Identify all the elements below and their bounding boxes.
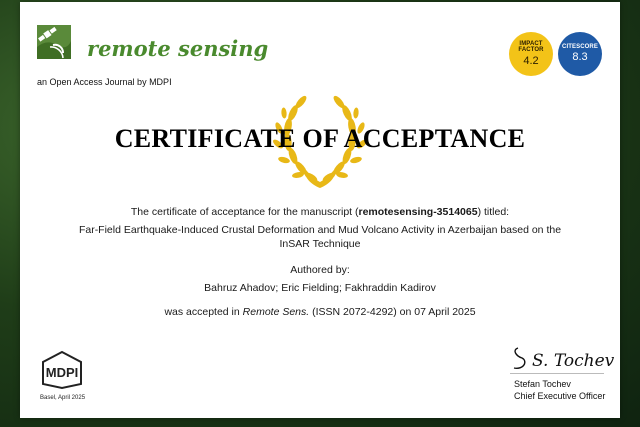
- mdpi-logo-icon: [36, 351, 88, 389]
- manuscript-id: remotesensing-3514065: [358, 206, 478, 218]
- place-date: Basel, April 2025: [40, 395, 86, 401]
- publisher-logo-text: MDPI: [45, 365, 79, 380]
- paper-title-line-1: Far-Field Earthquake-Induced Crustal Deformation and Mud Volcano Activity in Azerbaijan based on the: [78, 224, 562, 236]
- impact-factor-label-1: IMPACT: [519, 40, 543, 47]
- intro-prefix: The certificate of acceptance for the manuscript (: [130, 206, 359, 218]
- signer-name: Stefan Tochev: [514, 379, 571, 389]
- authors-list: Bahruz Ahadov; Eric Fielding; Fakhraddin Kadirov: [204, 282, 436, 294]
- impact-factor-badge: [509, 32, 553, 76]
- signer-title: Chief Executive Officer: [514, 390, 606, 401]
- intro-suffix: ) titled:: [477, 206, 510, 218]
- journal-name: remote sensing: [87, 36, 269, 61]
- impact-factor-value: 4.2: [523, 54, 539, 67]
- signature-text: S. Tochev: [532, 351, 615, 371]
- citescore-badge: [558, 32, 602, 76]
- paper-title-line-2: InSAR Technique: [279, 238, 361, 250]
- intro-line: [20, 206, 620, 218]
- certificate-card: [20, 2, 620, 418]
- citescore-value: 8.3: [572, 51, 588, 64]
- authored-by-label: Authored by:: [290, 264, 350, 276]
- accepted-prefix: was accepted in: [164, 306, 243, 318]
- signature-line: [510, 373, 604, 374]
- signer-block: [514, 379, 605, 402]
- accepted-suffix: (ISSN 2072-4292) on 07 April 2025: [309, 306, 476, 318]
- certificate-title: CERTIFICATE OF ACCEPTANCE: [114, 124, 526, 153]
- journal-tagline: an Open Access Journal by MDPI: [37, 77, 172, 87]
- impact-factor-label-2: FACTOR: [518, 47, 544, 54]
- journal-abbrev: Remote Sens.: [242, 306, 310, 318]
- journal-logo-icon: [37, 25, 71, 59]
- signature-icon: [510, 342, 615, 376]
- acceptance-line: [20, 306, 620, 318]
- citescore-label: CITESCORE: [562, 44, 598, 51]
